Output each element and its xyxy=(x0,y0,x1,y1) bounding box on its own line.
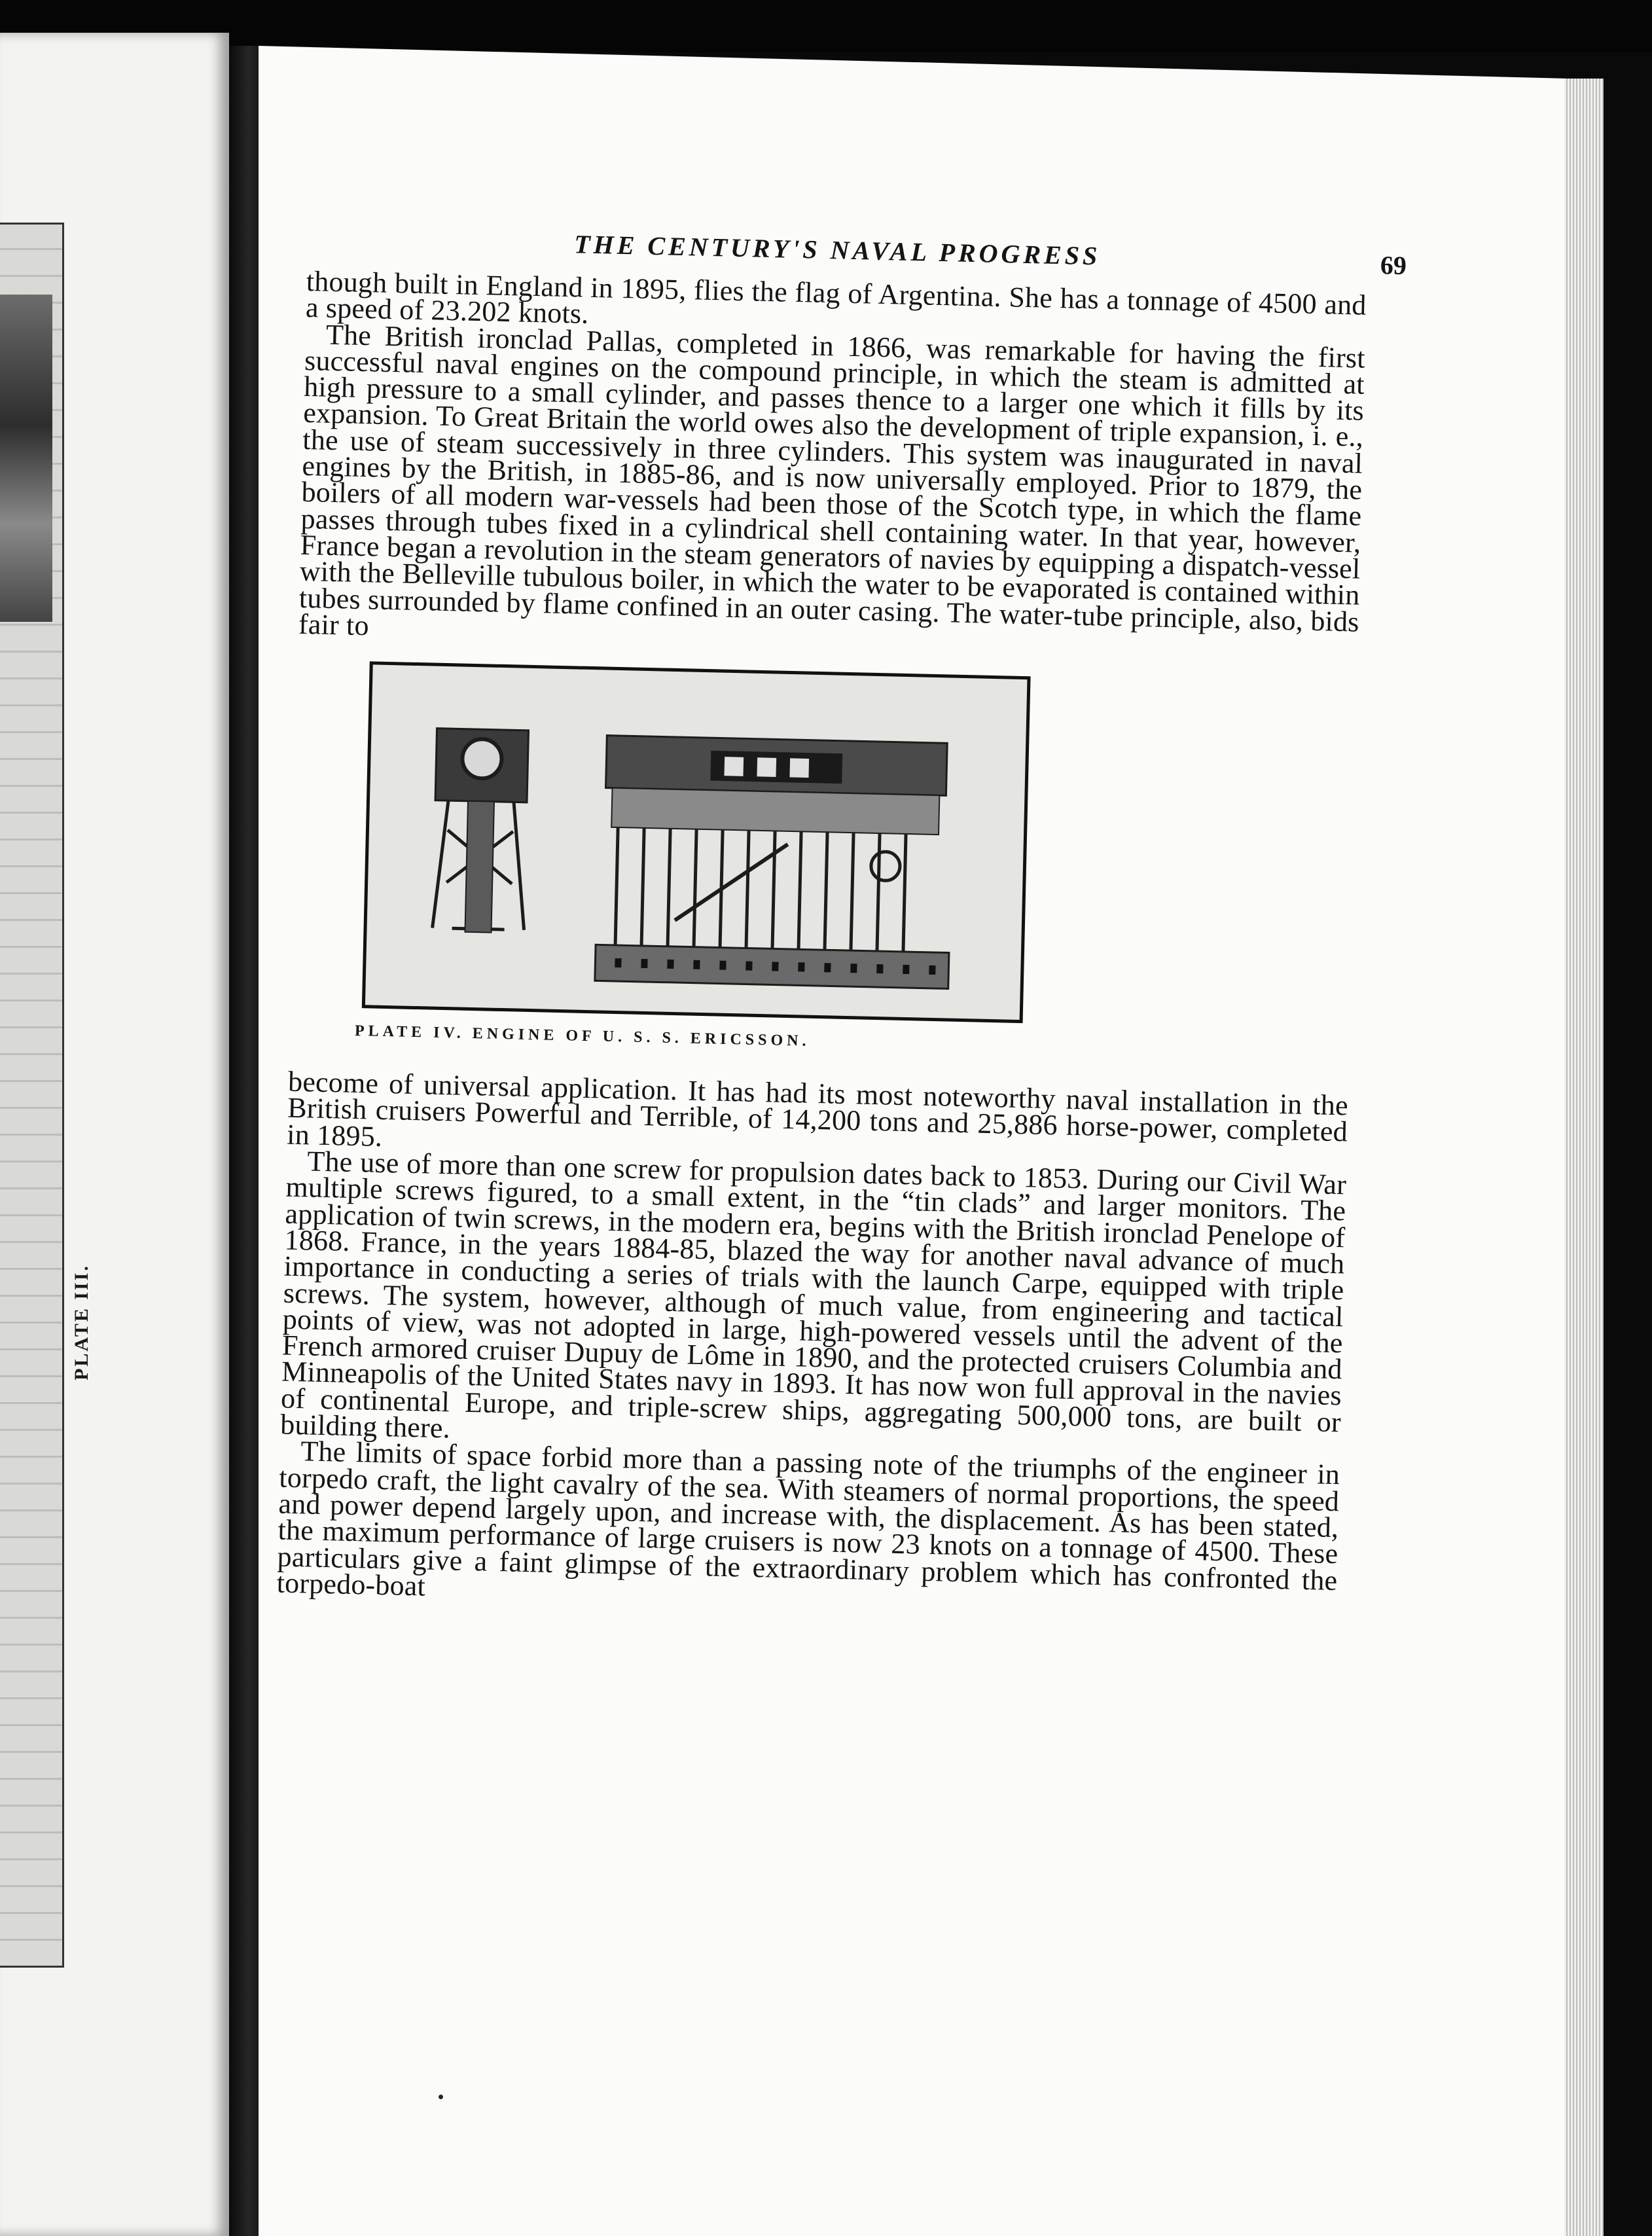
paragraph: The limits of space forbid more than a passing note of the triumphs of the engineer in torpedo craft, the light cavalry of the sea. With steamers of normal proportions, the speed and power depend largely upon, and increase with, the displacement. As has been stated, the maximum performance of large cruisers is now 23 knots on a tonnage of 4500. These particulars give a faint glimpse of the extraordinary problem which has confronted the torpedo-boat xyxy=(276,1435,1340,1602)
page-edge-stack xyxy=(1564,79,1604,2236)
paragraph: though built in England in 1895, flies the flag of Argentina. She has a tonnage of 4500 and a speed of 23.202 knots. xyxy=(305,264,1367,331)
paragraph: The British ironclad Pallas, completed in 1866, was remarkable for having the first successful naval engines on the compound principle, in which the steam is admitted at high pressure to a small cylinder, and passes thence to a larger one which it fills by its expansion. To Great Britain the world owes also the development of triple expansion, i. e., the use of steam successively in three cylinders. This system was inaugurated in naval engines by the British, in 1885-86, and is now universally employed. Prior to 1879, the boilers of all modern war-vessels had been those of the Scotch type, in which the flame passes through tubes fixed in a cylindrical shell containing water. In that year, however, France began a revolution in the steam generators of navies by equipping a dispatch-vessel with the Belleville tubulous boiler, in which the water to be evaporated is contained within tubes surrounded by flame confined in an outer casing. The water-tube principle, also, bids fair to xyxy=(298,318,1366,642)
left-plate-dark-region xyxy=(0,295,52,622)
left-plate-label xyxy=(62,1224,101,1420)
engine-illustration xyxy=(365,665,1020,1013)
paragraph: become of universal application. It has had its most noteworthy naval installation in the British cruisers Powerful and Terrible, of 14,200 tons and 25,886 horse-power, completed in 1895. xyxy=(286,1065,1349,1153)
scan-top-border xyxy=(0,0,1652,52)
plate-iii-text: PLATE III. xyxy=(71,1264,93,1380)
paragraph: The use of more than one screw for propulsion dates back to 1853. During our Civil War multiple screws figured, to a small extent, in the “tin clads” and larger monitors. The application of twin screws, in the modern era, begins with the British ironclad Penelope of 1868. France, in the years 1884-85, blazed the way for another naval advance of much importance in conducting a series of trials with the launch Carpe, equipped with triple screws. The system, however, although of much value, from engineering and tactical points of view, was not adopted in large, high-powered vessels until the advent of the French armored cruiser Dupuy de Lôme in 1890, and the protected cruisers Columbia and Minneapolis of the United States navy in 1893. It has now won full approval in the navies of continental Europe, and triple-screw ships, aggregating 500,000 tons, are built or building there. xyxy=(279,1145,1347,1445)
page-content xyxy=(276,223,1407,1620)
left-page xyxy=(0,33,229,2236)
scan-speck xyxy=(439,2095,443,2099)
figure-caption: PLATE IV. ENGINE OF U. S. S. ERICSSON. xyxy=(354,1022,810,1050)
plate-iv-engine-image xyxy=(362,661,1031,1023)
page-number: 69 xyxy=(1380,250,1407,281)
running-title: THE CENTURY'S NAVAL PROGRESS xyxy=(573,229,1101,271)
